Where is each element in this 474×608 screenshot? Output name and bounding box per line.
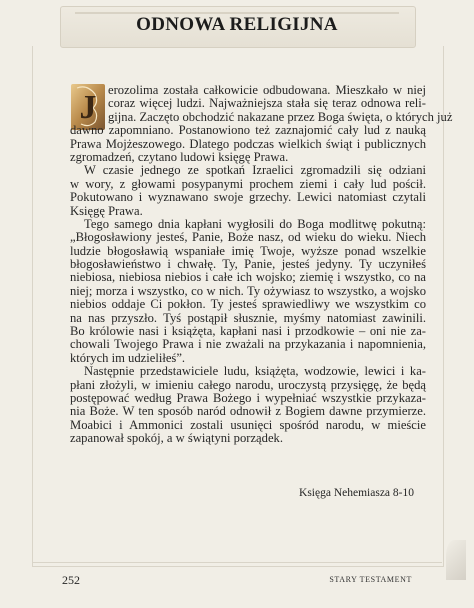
text-line: na nas przyszło. Tyś postąpił słusznie, myśmy natomiast zawinili.: [70, 310, 426, 325]
text-line: niej; morza i wszystko, co w nich. Ty ożywiasz to wszystko, a wojsko: [70, 283, 426, 298]
text-line: Prawa Mojżeszowego. Dlatego podczas wielkich świąt i publicznych: [70, 136, 426, 151]
text-line: Pokutowano i wyznawano swoje grzechy. Lewici natomiast czytali: [70, 190, 426, 205]
text-line: coraz więcej ludzi. Najważniejsza stała się teraz odnowa reli-: [108, 96, 426, 111]
text-line: gijna. Zaczęto obchodzić nakazane przez Boga święta, o których już: [108, 109, 453, 124]
page-corner-scuff: [446, 540, 466, 580]
text-line: zapanował spokój, a w świątyni porządek.: [70, 431, 283, 446]
text-line: niebios oddaje Ci pokłon. Ty jesteś sprawiedliwy we wszystkim co: [70, 297, 426, 312]
text-line: Tego samego dnia kapłani wygłosili do Boga modlitwę pokutną:: [84, 216, 426, 231]
paragraph: [70, 83, 453, 164]
text-line: w wory, z głowami posypanymi prochem ziemi i cały lud pościł.: [70, 176, 426, 191]
text-line: Bo królowie nasi i książęta, kapłani nasi i przodkowie – oni nie za-: [70, 324, 426, 339]
paragraph: [70, 365, 426, 445]
text-line: niebiosa, niebiosa niebios i całe ich wojsko; ziemię i wszystko, co na: [70, 270, 426, 285]
text-line: postępować według Prawa Bożego i wypełniać wszystkie przykaza-: [70, 390, 426, 405]
text-line: zgromadzeń, czytano ludowi księgę Prawa.: [70, 149, 289, 164]
dropcap-letter: J: [79, 89, 97, 126]
paragraph: [70, 218, 426, 365]
text-line: błogosławieństwo i chwałę. Ty, Panie, jesteś jedyny. Ty uczyniłeś: [70, 257, 426, 272]
text-line: których im udzieliłeś”.: [70, 350, 186, 365]
text-line: Moabici i Ammonici zostali usunięci spośród narodu, w mieście: [70, 417, 426, 432]
page-number: 252: [62, 573, 80, 587]
text-line: Księgę Prawa.: [70, 203, 143, 218]
text-line: dawno zapomniano. Postanowiono też zaznajomić cały lud z nauką: [70, 123, 426, 138]
text-line: „Błogosławiony jesteś, Panie, Boże nasz, od wieku do wieku. Niech: [70, 230, 426, 245]
source-citation: Księga Nehemiasza 8-10: [299, 487, 414, 499]
text-line: ludzie błogosławią wspaniałe imię Twoje, wyższe ponad wszelkie: [70, 243, 426, 258]
page-title: ODNOWA RELIGIJNA: [136, 14, 338, 35]
text-line: Następnie przedstawiciele ludu, książęta, wodzowie, lewici i ka-: [84, 364, 426, 379]
paragraph: [70, 164, 426, 218]
section-name: STARY TESTAMENT: [329, 575, 412, 584]
text-line: chowali Twojego Prawa i nie zważali na przykazania i napomnienia,: [70, 337, 426, 352]
text-line: płani złożyli, w imieniu całego narodu, uroczystą przysięgę, że będą: [70, 377, 426, 392]
text-line: W czasie jednego ze spotkań Izraelici zgromadzili się odziani: [84, 163, 426, 178]
text-line: nia Boże. W ten sposób naród odnowił z Bogiem dawne przymierze.: [70, 404, 426, 419]
article-body: [70, 83, 453, 446]
footer-rule: [32, 562, 442, 563]
text-line: erozolima została całkowicie odbudowana. Mieszkało w niej: [108, 83, 426, 97]
